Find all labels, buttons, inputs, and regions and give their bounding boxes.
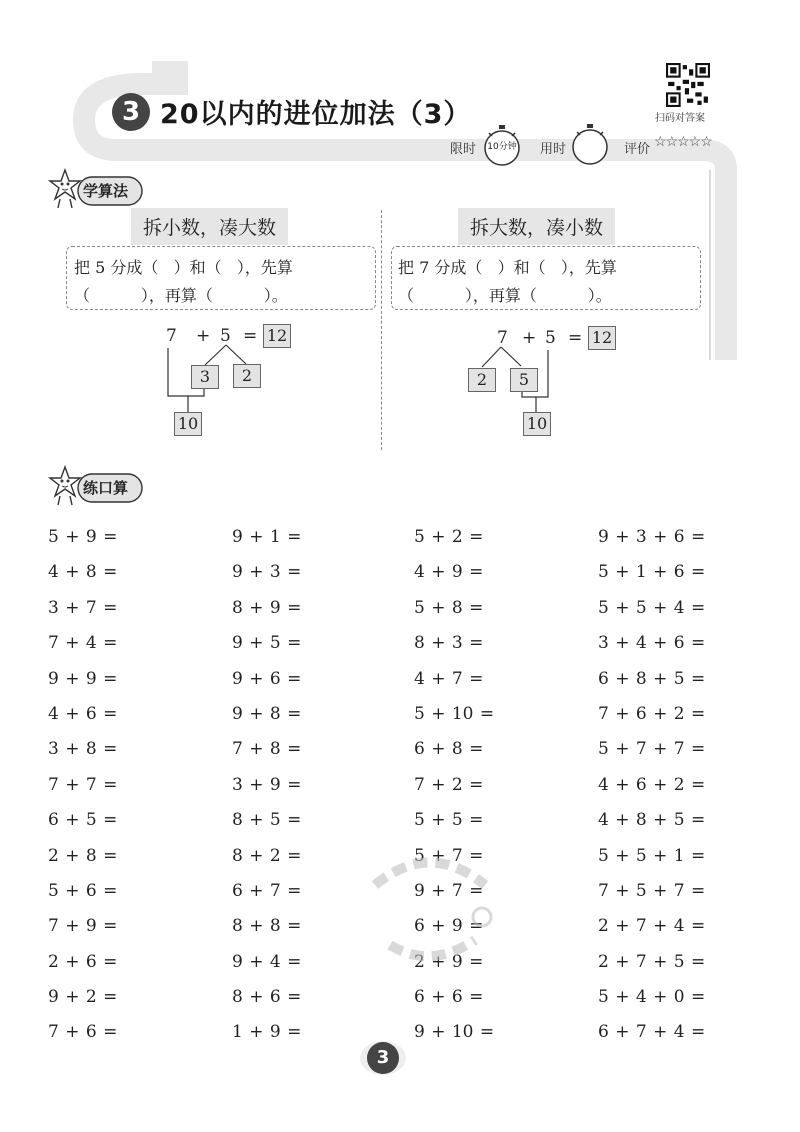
page-number: 3: [367, 1042, 399, 1074]
method-section-tag: 学算法: [83, 182, 129, 200]
problem-item[interactable]: 2 + 7 + 4 =: [598, 916, 706, 937]
problem-item[interactable]: 4 + 8 =: [48, 562, 118, 583]
problem-item[interactable]: 7 + 9 =: [48, 916, 118, 937]
problem-item[interactable]: 4 + 6 + 2 =: [598, 774, 706, 795]
left-sum-box: 10: [174, 412, 202, 436]
problem-item[interactable]: 7 + 7 =: [48, 774, 118, 795]
qr-caption: 扫码对答案: [655, 113, 705, 124]
time-limit-value: 10分钟: [487, 142, 517, 152]
problem-item[interactable]: 9 + 7 =: [414, 880, 484, 901]
watermark-stamp: [360, 845, 500, 965]
problem-item[interactable]: 5 + 4 + 0 =: [598, 987, 706, 1008]
left-fill-line-1: 把 5 分成（ ）和（ ），先算: [74, 258, 293, 277]
left-split-box-2: 2: [233, 364, 261, 388]
problem-item[interactable]: 5 + 9 =: [48, 527, 118, 547]
problem-item[interactable]: 9 + 9 =: [48, 668, 118, 689]
problem-item[interactable]: 5 + 7 =: [414, 845, 484, 866]
problem-item[interactable]: 6 + 8 =: [414, 739, 484, 760]
problem-item[interactable]: 6 + 8 + 5 =: [598, 668, 706, 689]
problem-item[interactable]: 5 + 8 =: [414, 597, 484, 618]
problem-item[interactable]: 5 + 2 =: [414, 527, 484, 547]
problem-item[interactable]: 6 + 6 =: [414, 987, 484, 1008]
right-fill-line-2: （ ），再算（ ）。: [398, 286, 612, 305]
problem-item[interactable]: 7 + 6 =: [48, 1022, 118, 1043]
left-eq-equals: =: [243, 326, 258, 346]
problem-item[interactable]: 5 + 5 + 1 =: [598, 845, 706, 866]
problem-item[interactable]: 9 + 2 =: [48, 987, 118, 1008]
problem-item[interactable]: 2 + 7 + 5 =: [598, 951, 706, 972]
problem-item[interactable]: 4 + 8 + 5 =: [598, 810, 706, 831]
time-used-field[interactable]: [569, 122, 611, 166]
right-eq-equals: =: [568, 328, 583, 348]
right-split-lines: [470, 342, 570, 442]
problem-item[interactable]: 4 + 6 =: [48, 703, 118, 724]
practice-section-tag: 练口算: [83, 479, 129, 497]
problem-column-1: [48, 520, 117, 1051]
panel-divider: [381, 210, 382, 450]
problem-item[interactable]: 2 + 6 =: [48, 951, 118, 972]
right-split-box-1: 2: [468, 368, 496, 392]
problem-item[interactable]: 4 + 7 =: [414, 668, 484, 689]
problem-item[interactable]: 2 + 9 =: [414, 951, 484, 972]
problem-column-4: [598, 520, 705, 1051]
problem-item[interactable]: 8 + 8 =: [232, 916, 302, 937]
left-eq-result-box: 12: [263, 324, 291, 348]
problem-item[interactable]: 9 + 3 + 6 =: [598, 527, 706, 547]
problem-item[interactable]: 5 + 6 =: [48, 880, 118, 901]
problem-item[interactable]: 2 + 8 =: [48, 845, 118, 866]
problem-item[interactable]: 9 + 3 =: [232, 562, 302, 583]
left-eq-a: 7: [166, 326, 177, 346]
problem-item[interactable]: 8 + 2 =: [232, 845, 302, 866]
lesson-number-badge: 3: [112, 93, 150, 131]
left-fill-line-2: （ ），再算（ ）。: [74, 286, 288, 305]
problem-item[interactable]: 3 + 7 =: [48, 597, 118, 618]
problem-item[interactable]: 9 + 10 =: [414, 1022, 495, 1043]
problem-item[interactable]: 6 + 9 =: [414, 916, 484, 937]
problem-item[interactable]: 6 + 5 =: [48, 810, 118, 831]
lesson-title: 20以内的进位加法（3）: [160, 99, 472, 130]
problem-item[interactable]: 8 + 9 =: [232, 597, 302, 618]
problem-item[interactable]: 5 + 7 + 7 =: [598, 739, 706, 760]
right-sum-box: 10: [523, 412, 551, 436]
right-eq-op: +: [522, 328, 537, 348]
problem-item[interactable]: 3 + 4 + 6 =: [598, 633, 706, 654]
rating-stars[interactable]: ☆☆☆☆☆: [654, 134, 712, 150]
problem-item[interactable]: 5 + 5 + 4 =: [598, 597, 706, 618]
problem-item[interactable]: 5 + 1 + 6 =: [598, 562, 706, 583]
right-method-heading: 拆大数，凑小数: [458, 208, 615, 245]
left-split-box-1: 3: [191, 365, 219, 389]
left-eq-op: +: [196, 326, 211, 346]
problem-item[interactable]: 3 + 9 =: [232, 774, 302, 795]
problem-item[interactable]: 9 + 8 =: [232, 703, 302, 724]
problem-item[interactable]: 7 + 8 =: [232, 739, 302, 760]
right-eq-b: 5: [545, 328, 556, 348]
problem-item[interactable]: 4 + 9 =: [414, 562, 484, 583]
problem-item[interactable]: 5 + 10 =: [414, 703, 495, 724]
problem-item[interactable]: 6 + 7 + 4 =: [598, 1022, 706, 1043]
problem-item[interactable]: 5 + 5 =: [414, 810, 484, 831]
problem-item[interactable]: 9 + 4 =: [232, 951, 302, 972]
rating-label: 评价: [624, 142, 651, 157]
problem-item[interactable]: 7 + 6 + 2 =: [598, 703, 706, 724]
right-fill-line-1: 把 7 分成（ ）和（ ），先算: [398, 258, 617, 277]
problem-column-2: [232, 520, 301, 1051]
problem-item[interactable]: 3 + 8 =: [48, 739, 118, 760]
problem-item[interactable]: 9 + 1 =: [232, 527, 302, 547]
problem-item[interactable]: 8 + 3 =: [414, 633, 484, 654]
problem-item[interactable]: 1 + 9 =: [232, 1022, 302, 1043]
right-eq-result-box: 12: [588, 326, 616, 350]
problem-item[interactable]: 8 + 6 =: [232, 987, 302, 1008]
problem-item[interactable]: 7 + 2 =: [414, 774, 484, 795]
time-used-label: 用时: [540, 142, 567, 157]
left-method-heading: 拆小数，凑大数: [131, 208, 288, 245]
problem-item[interactable]: 9 + 5 =: [232, 633, 302, 654]
problem-item[interactable]: 9 + 6 =: [232, 668, 302, 689]
time-limit-label: 限时: [450, 142, 477, 157]
qr-code-icon[interactable]: [666, 63, 710, 107]
problem-item[interactable]: 6 + 7 =: [232, 880, 302, 901]
problem-item[interactable]: 7 + 5 + 7 =: [598, 880, 706, 901]
right-eq-a: 7: [497, 328, 508, 348]
problem-item[interactable]: 8 + 5 =: [232, 810, 302, 831]
problem-item[interactable]: 7 + 4 =: [48, 633, 118, 654]
right-split-box-2: 5: [510, 368, 538, 392]
left-eq-b: 5: [220, 326, 231, 346]
problem-column-3: [414, 520, 494, 1051]
